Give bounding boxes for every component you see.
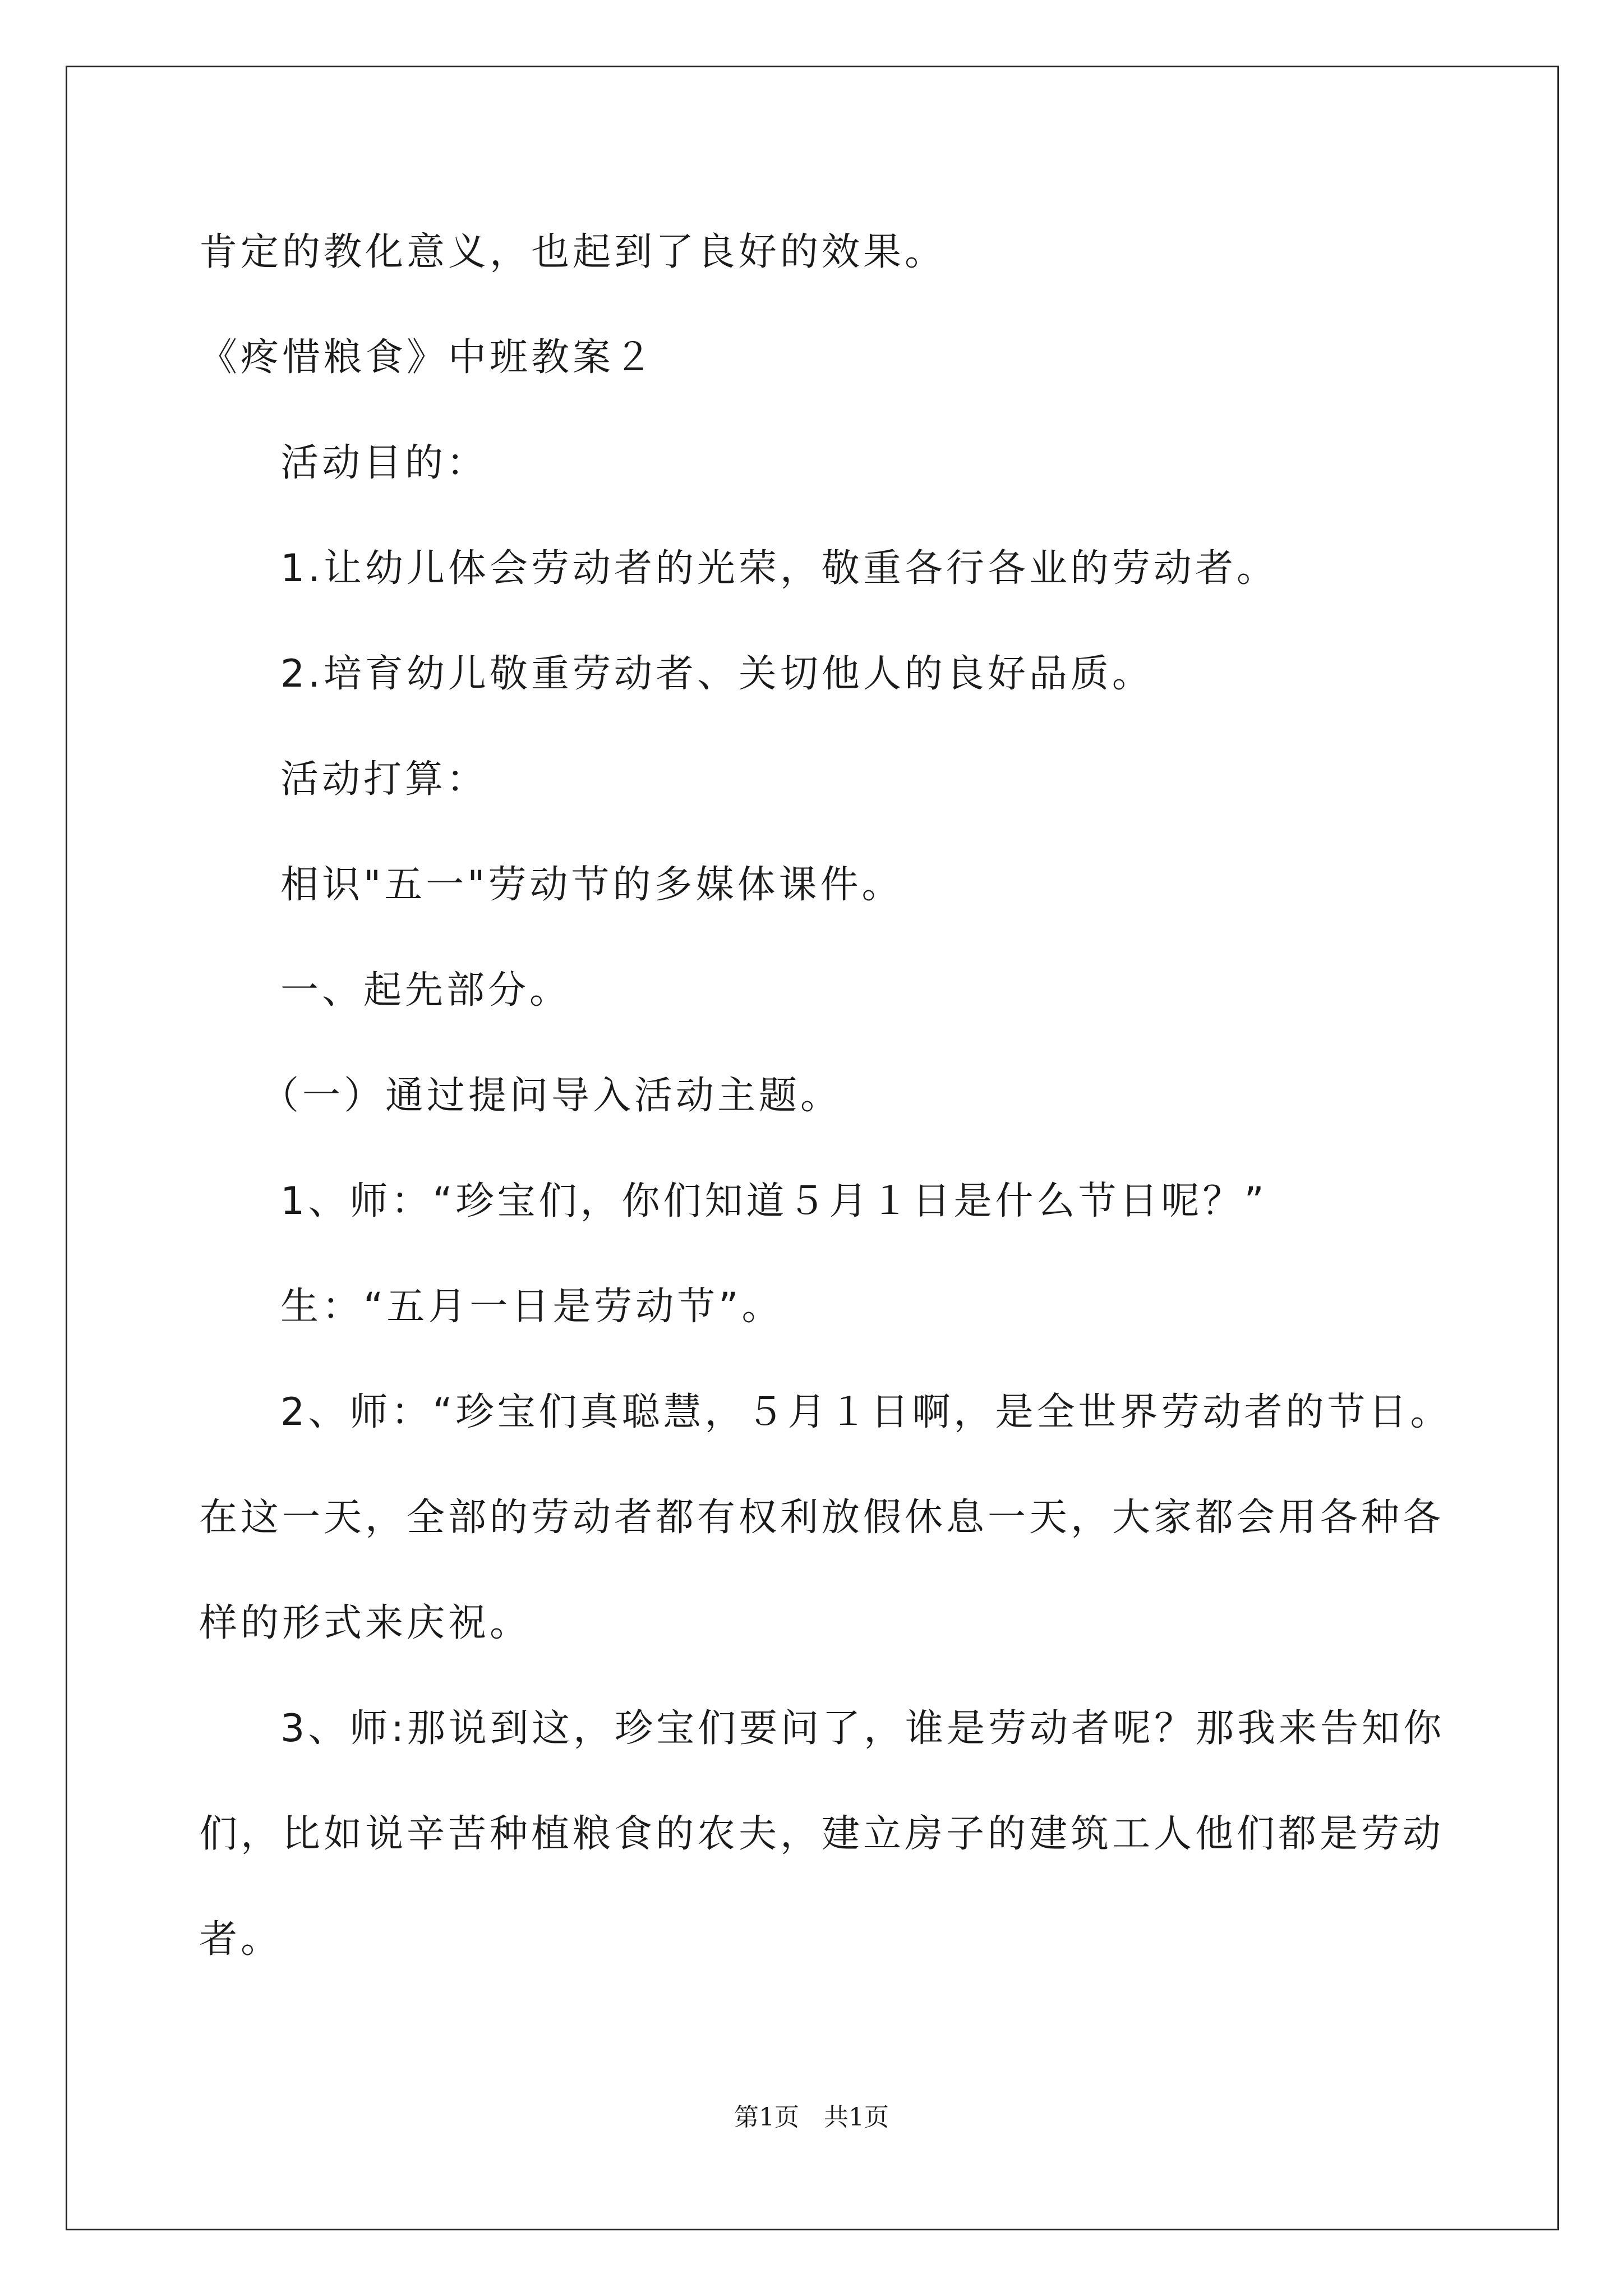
heading-activity-goals: 活动目的： [280, 441, 488, 485]
dialogue-line-3: 2、师：“珍宝们真聪慧，５月１日啊，是全世界劳动者的节日。 [280, 1390, 1452, 1434]
heading-part-one: 一、起先部分。 [280, 968, 571, 1013]
paragraph-line: 肯定的教化意义，也起到了良好的效果。 [199, 230, 947, 274]
dialogue-line-2: 生：“五月一日是劳动节”。 [280, 1285, 783, 1329]
page-number: 第1页 [734, 2103, 799, 2132]
paragraph-line: 者。 [199, 1917, 283, 1962]
paragraph-line: 在这一天，全部的劳动者都有权利放假休息一天，大家都会用各种各 [199, 1496, 1445, 1540]
goal-item-2: 2.培育幼儿敬重劳动者、关切他人的良好品质。 [280, 652, 1154, 696]
page-total: 共1页 [824, 2103, 889, 2132]
page-footer [0, 2101, 1623, 2134]
prep-item: 相识"五一"劳动节的多媒体课件。 [280, 863, 903, 907]
paragraph-line: 样的形式来庆祝。 [199, 1601, 532, 1645]
dialogue-line-1: 1、师：“珍宝们，你们知道５月１日是什么节日呢？” [280, 1179, 1267, 1223]
page-frame [66, 66, 1559, 2230]
paragraph-line: 们，比如说辛苦种植粮食的农夫，建立房子的建筑工人他们都是劳动 [199, 1812, 1445, 1856]
dialogue-line-4: 3、师:那说到这，珍宝们要问了，谁是劳动者呢？那我来告知你 [280, 1706, 1445, 1751]
heading-activity-prep: 活动打算： [280, 757, 488, 802]
subheading-intro: （一）通过提问导入活动主题。 [261, 1074, 842, 1118]
goal-item-1: 1.让幼儿体会劳动者的光荣，敬重各行各业的劳动者。 [280, 546, 1278, 591]
section-title: 《疼惜粮食》中班教案２ [199, 335, 656, 380]
